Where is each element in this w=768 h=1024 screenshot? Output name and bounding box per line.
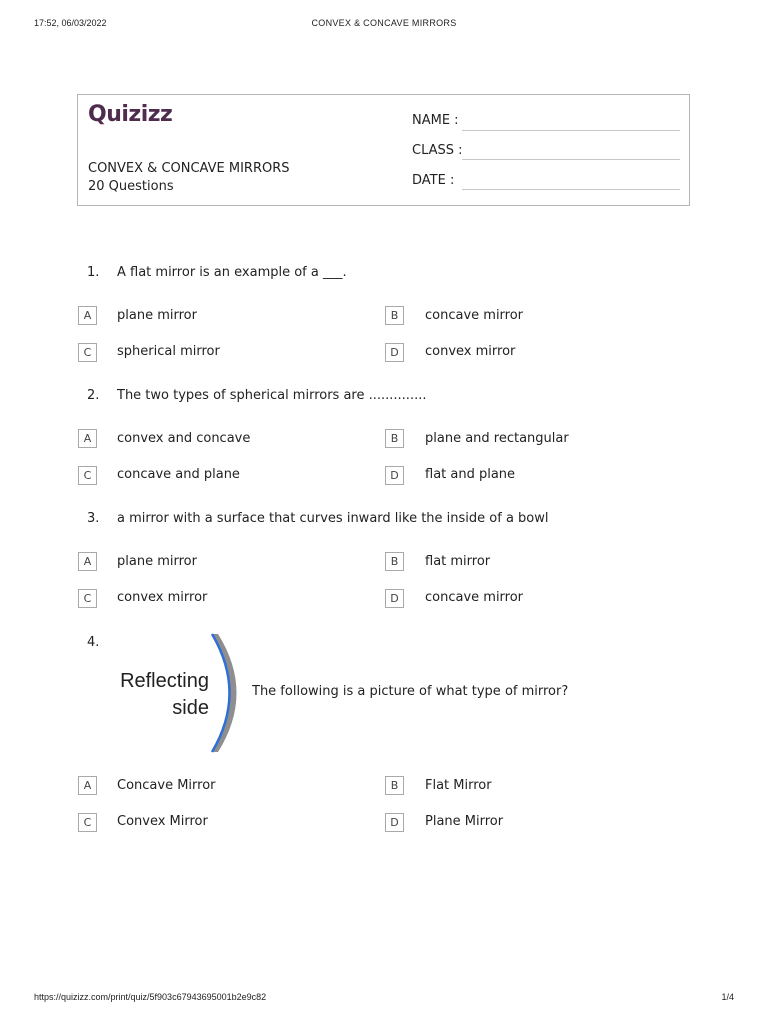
option-letter-b: B bbox=[385, 306, 404, 325]
option-letter-c: C bbox=[78, 466, 97, 485]
option-text: concave and plane bbox=[117, 467, 240, 482]
option-letter-a: A bbox=[78, 552, 97, 571]
print-header bbox=[34, 18, 734, 32]
question-number: 2. bbox=[87, 388, 100, 403]
option-letter-d: D bbox=[385, 813, 404, 832]
mirror-gray-back bbox=[212, 634, 237, 752]
option-text: Plane Mirror bbox=[425, 814, 504, 829]
class-line bbox=[462, 159, 680, 160]
option-letter-b: B bbox=[385, 776, 404, 795]
option-letter-d: D bbox=[385, 589, 404, 608]
quiz-title: CONVEX & CONCAVE MIRRORS bbox=[88, 161, 290, 176]
question-number: 1. bbox=[87, 265, 100, 280]
option-letter-a: A bbox=[78, 429, 97, 448]
print-timestamp: 17:52, 06/03/2022 bbox=[34, 18, 107, 28]
option-text: plane mirror bbox=[117, 554, 197, 569]
question-number: 4. bbox=[87, 635, 100, 650]
print-title: CONVEX & CONCAVE MIRRORS bbox=[311, 18, 457, 28]
question-text: a mirror with a surface that curves inward like the inside of a bowl bbox=[117, 511, 549, 526]
question-number: 3. bbox=[87, 511, 100, 526]
question-text: The two types of spherical mirrors are .............. bbox=[117, 388, 427, 403]
option-text: convex and concave bbox=[117, 431, 251, 446]
date-line bbox=[462, 189, 680, 190]
name-label: NAME : bbox=[412, 113, 459, 128]
option-text: Concave Mirror bbox=[117, 778, 216, 793]
option-text: convex mirror bbox=[117, 590, 208, 605]
option-text: Convex Mirror bbox=[117, 814, 208, 829]
option-letter-b: B bbox=[385, 429, 404, 448]
option-letter-d: D bbox=[385, 343, 404, 362]
side-label: side bbox=[172, 697, 209, 719]
print-url: https://quizizz.com/print/quiz/5f903c67943695001b2e9c82 bbox=[34, 992, 267, 1002]
name-line bbox=[462, 130, 680, 131]
curved-mirror-image bbox=[112, 630, 247, 756]
quiz-header-box bbox=[77, 94, 690, 206]
quizizz-logo: Quizizz bbox=[88, 102, 173, 127]
option-text: flat and plane bbox=[425, 467, 516, 482]
option-text: spherical mirror bbox=[117, 344, 220, 359]
option-letter-b: B bbox=[385, 552, 404, 571]
option-letter-a: A bbox=[78, 306, 97, 325]
option-text: Flat Mirror bbox=[425, 778, 492, 793]
option-text: flat mirror bbox=[425, 554, 491, 569]
option-text: convex mirror bbox=[425, 344, 516, 359]
print-footer bbox=[34, 992, 734, 1006]
option-text: concave mirror bbox=[425, 308, 524, 323]
date-label: DATE : bbox=[412, 173, 455, 188]
option-letter-c: C bbox=[78, 589, 97, 608]
question-count: 20 Questions bbox=[88, 179, 174, 194]
option-text: concave mirror bbox=[425, 590, 524, 605]
question-text: A flat mirror is an example of a ___. bbox=[117, 265, 347, 280]
option-text: plane mirror bbox=[117, 308, 197, 323]
option-letter-c: C bbox=[78, 343, 97, 362]
option-text: plane and rectangular bbox=[425, 431, 569, 446]
option-letter-c: C bbox=[78, 813, 97, 832]
option-letter-a: A bbox=[78, 776, 97, 795]
class-label: CLASS : bbox=[412, 143, 463, 158]
option-letter-d: D bbox=[385, 466, 404, 485]
page-number: 1/4 bbox=[721, 992, 734, 1002]
question-text: The following is a picture of what type of mirror? bbox=[252, 684, 569, 699]
reflecting-label: Reflecting bbox=[120, 670, 209, 692]
